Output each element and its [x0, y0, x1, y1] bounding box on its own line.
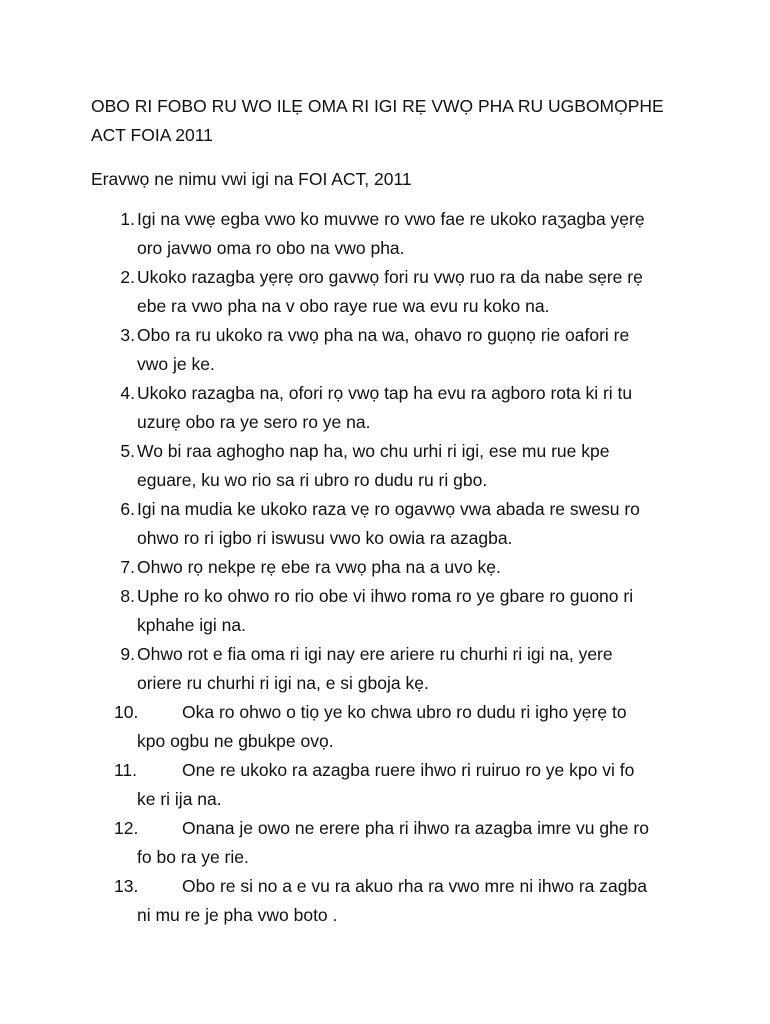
list-item [0, 698, 770, 756]
list-item [0, 872, 770, 930]
list-item-text: One re ukoko ra azagba ruere ihwo ri ruiruo ro ye kpo vi fo [182, 760, 635, 780]
list-item [0, 205, 770, 263]
list-item [0, 553, 770, 582]
list-item [0, 321, 770, 379]
list-item-text-continued: uzurẹ obo ra ye sero ro ye na. [137, 412, 371, 432]
list-item-text: Ukoko razagba yẹrẹ oro gavwọ fori ru vwọ ruo ra da nabe sẹre rẹ [137, 267, 643, 287]
document-subtitle: Eravwọ ne nimu vwi igi na FOI ACT, 2011 [91, 169, 412, 189]
list-item-number: 5. [120, 441, 135, 461]
list-item-text: Ohwo rot e fia oma ri igi nay ere ariere ru churhi ri igi na, yere [137, 644, 613, 664]
list-item-text-continued: oro javwo oma ro obo na vwo pha. [137, 238, 405, 258]
list-item-text-continued: fo bo ra ye rie. [137, 847, 249, 867]
list-item-number: 1. [120, 209, 135, 229]
list-item-text-continued: ebe ra vwo pha na v obo raye rue wa evu ru koko na. [137, 296, 550, 316]
list-item-text-continued: eguare, ku wo rio sa ri ubro ro dudu ru ri gbo. [137, 470, 488, 490]
list-item-number: 8. [120, 586, 135, 606]
list-item-text: Wo bi raa aghogho nap ha, wo chu urhi ri igi, ese mu rue kpe [137, 441, 610, 461]
list-item [0, 495, 770, 553]
list-item-text: Igi na mudia ke ukoko raza vẹ ro ogavwọ vwa abada re swesu ro [137, 499, 640, 519]
list-item [0, 756, 770, 814]
list-item-text: Oka ro ohwo o tiọ ye ko chwa ubro ro dudu ri igho yẹrẹ to [182, 702, 627, 722]
list-item [0, 437, 770, 495]
list-item-number: 7. [120, 557, 135, 577]
list-item-text: Uphe ro ko ohwo ro rio obe vi ihwo roma ro ye gbare ro guono ri [137, 586, 634, 606]
list-item-text: Obo ra ru ukoko ra vwọ pha na wa, ohavo ro guọnọ rie oafori re [137, 325, 630, 345]
list-item-number: 2. [120, 267, 135, 287]
list-item-text: Onana je owo ne erere pha ri ihwo ra azagba imre vu ghe ro [182, 818, 649, 838]
list-item [0, 582, 770, 640]
list-item-number: 11. [114, 760, 138, 780]
document-title [91, 92, 691, 150]
list-item-text-continued: kphahe igi na. [137, 615, 246, 635]
title-line-1: OBO RI FOBO RU WO ILẸ OMA RI IGI RẸ VWỌ PHA RU UGBOMỌPHE [91, 96, 664, 116]
list-item [0, 263, 770, 321]
list-item [0, 640, 770, 698]
list-item-text-continued: vwo je ke. [137, 354, 215, 374]
list-item-number: 10. [114, 702, 139, 722]
list-item-text-continued: oriere ru churhi ri igi na, e si gboja kẹ. [137, 673, 429, 693]
list-item-text: Ohwo rọ nekpe rẹ ebe ra vwọ pha na a uvo kẹ. [137, 557, 501, 577]
numbered-list [0, 205, 770, 930]
list-item-number: 6. [120, 499, 135, 519]
list-item-text: Obo re si no a e vu ra akuo rha ra vwo mre ni ihwo ra zagba [182, 876, 647, 896]
list-item-number: 3. [120, 325, 135, 345]
list-item-number: 9. [120, 644, 135, 664]
list-item-number: 13. [114, 876, 139, 896]
list-item-text-continued: ke ri ija na. [137, 789, 222, 809]
list-item-text-continued: ni mu re je pha vwo boto . [137, 905, 338, 925]
list-item-text-continued: kpo ogbu ne gbukpe ovọ. [137, 731, 334, 751]
list-item-number: 4. [120, 383, 135, 403]
list-item [0, 814, 770, 872]
list-item-text-continued: ohwo ro ri igbo ri iswusu vwo ko owia ra azagba. [137, 528, 513, 548]
list-item-text: Igi na vwẹ egba vwo ko muvwe ro vwo fae re ukoko raʒagba yẹrẹ [137, 209, 645, 229]
list-item [0, 379, 770, 437]
list-item-number: 12. [114, 818, 139, 838]
list-item-text: Ukoko razagba na, ofori rọ vwọ tap ha evu ra agboro rota ki ri tu [137, 383, 633, 403]
title-line-2: ACT FOIA 2011 [91, 125, 213, 145]
